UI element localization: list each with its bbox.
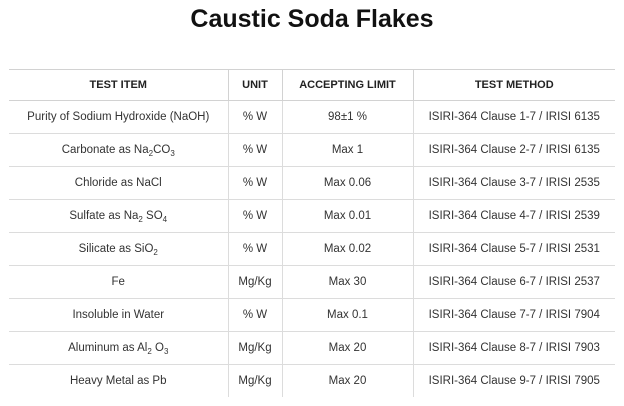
header-test-method: TEST METHOD <box>413 70 615 101</box>
spec-table <box>9 69 615 397</box>
cell-accepting-limit: Max 30 <box>282 266 413 299</box>
cell-accepting-limit: 98±1 % <box>282 101 413 134</box>
cell-test-item <box>9 266 228 299</box>
cell-test-method: ISIRI-364 Clause 6-7 / IRISI 2537 <box>413 266 615 299</box>
item-text: Heavy Metal as Pb <box>69 375 167 387</box>
subscript: 3 <box>163 347 169 356</box>
cell-test-item <box>9 167 228 200</box>
subscript: 4 <box>162 215 168 224</box>
table-row <box>9 134 615 167</box>
subscript: 3 <box>170 149 175 158</box>
cell-unit: % W <box>228 233 282 266</box>
header-accepting-limit: ACCEPTING LIMIT <box>282 70 413 101</box>
cell-accepting-limit: Max 0.1 <box>282 299 413 332</box>
cell-test-method: ISIRI-364 Clause 4-7 / IRISI 2539 <box>413 200 615 233</box>
cell-test-item <box>9 365 228 398</box>
item-text: Aluminum as Al <box>68 342 148 354</box>
cell-accepting-limit: Max 20 <box>282 332 413 365</box>
table-row <box>9 332 615 365</box>
table-row <box>9 200 615 233</box>
cell-unit: % W <box>228 299 282 332</box>
table-row <box>9 365 615 398</box>
cell-test-method: ISIRI-364 Clause 5-7 / IRISI 2531 <box>413 233 615 266</box>
table-row <box>9 233 615 266</box>
cell-test-item <box>9 299 228 332</box>
subscript: 2 <box>148 149 154 158</box>
table-row <box>9 101 615 134</box>
cell-test-item <box>9 101 228 134</box>
cell-accepting-limit: Max 0.01 <box>282 200 413 233</box>
cell-unit: % W <box>228 134 282 167</box>
subscript: 2 <box>153 248 158 257</box>
header-row <box>9 70 615 101</box>
cell-test-item <box>9 134 228 167</box>
subscript: 2 <box>147 347 152 356</box>
subscript: 2 <box>138 215 143 224</box>
cell-unit: % W <box>228 167 282 200</box>
cell-accepting-limit: Max 1 <box>282 134 413 167</box>
item-text: Fe <box>111 276 125 288</box>
item-text: Sulfate as Na <box>69 210 139 222</box>
cell-unit: Mg/Kg <box>228 266 282 299</box>
item-text: Chloride as NaCl <box>74 177 162 189</box>
cell-unit: % W <box>228 200 282 233</box>
cell-test-item <box>9 233 228 266</box>
cell-unit: % W <box>228 101 282 134</box>
header-unit: UNIT <box>228 70 282 101</box>
cell-test-method: ISIRI-364 Clause 3-7 / IRISI 2535 <box>413 167 615 200</box>
item-text: O <box>151 342 164 354</box>
cell-accepting-limit: Max 20 <box>282 365 413 398</box>
table-row <box>9 266 615 299</box>
cell-test-item <box>9 332 228 365</box>
item-text: Silicate as SiO <box>78 243 154 255</box>
cell-test-method: ISIRI-364 Clause 1-7 / IRISI 6135 <box>413 101 615 134</box>
cell-test-item <box>9 200 228 233</box>
cell-unit: Mg/Kg <box>228 332 282 365</box>
item-text: CO <box>153 144 171 156</box>
item-text: Insoluble in Water <box>72 309 165 321</box>
cell-test-method: ISIRI-364 Clause 8-7 / IRISI 7903 <box>413 332 615 365</box>
cell-unit: Mg/Kg <box>228 365 282 398</box>
table-row <box>9 167 615 200</box>
cell-test-method: ISIRI-364 Clause 7-7 / IRISI 7904 <box>413 299 615 332</box>
cell-test-method: ISIRI-364 Clause 2-7 / IRISI 6135 <box>413 134 615 167</box>
item-text: SO <box>142 210 163 222</box>
item-text: Purity of Sodium Hydroxide (NaOH) <box>27 111 210 123</box>
item-text: Carbonate as Na <box>61 144 149 156</box>
page-title: Caustic Soda Flakes <box>190 5 434 33</box>
cell-accepting-limit: Max 0.06 <box>282 167 413 200</box>
cell-test-method: ISIRI-364 Clause 9-7 / IRISI 7905 <box>413 365 615 398</box>
cell-accepting-limit: Max 0.02 <box>282 233 413 266</box>
header-test-item: TEST ITEM <box>9 70 228 101</box>
table-row <box>9 299 615 332</box>
